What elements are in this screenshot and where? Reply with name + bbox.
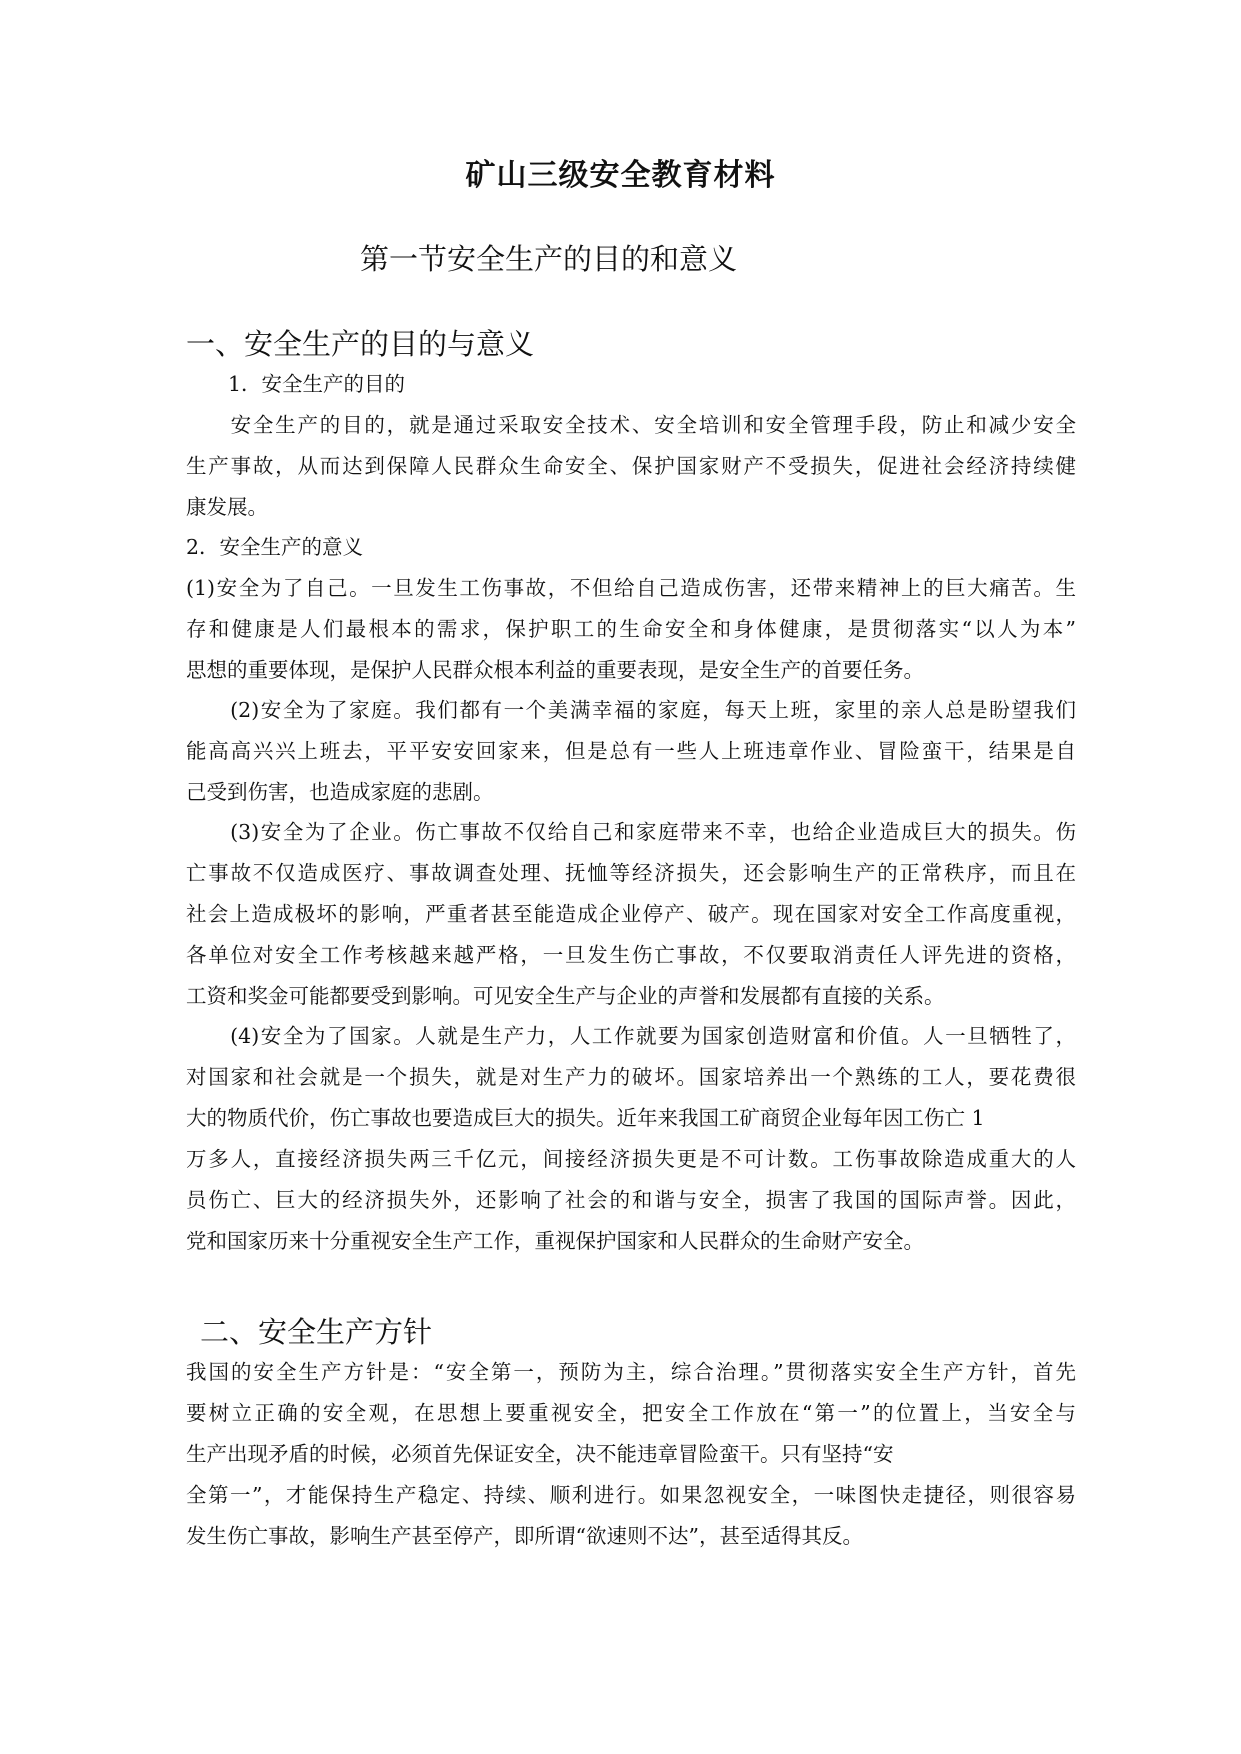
paragraph-line: 各单位对安全工作考核越来越严格，一旦发生伤亡事故，不仅要取消责任人评先进的资格， xyxy=(186,943,1076,967)
paragraph-line: 思想的重要体现，是保护人民群众根本利益的重要表现，是安全生产的首要任务。 xyxy=(186,658,924,682)
paragraph-line: 党和国家历来十分重视安全生产工作，重视保护国家和人民群众的生命财产安全。 xyxy=(186,1229,924,1253)
paragraph-3 xyxy=(186,812,1076,1017)
paragraph-line: 工资和奖金可能都要受到影响。可见安全生产与企业的声誉和发展都有直接的关系。 xyxy=(186,984,945,1008)
paragraph-line: 己受到伤害，也造成家庭的悲剧。 xyxy=(186,780,494,804)
policy-paragraph xyxy=(186,1352,1076,1557)
paragraph-line: 我国的安全生产方针是：“安全第一，预防为主，综合治理。”贯彻落实安全生产方针，首先 xyxy=(186,1360,1076,1384)
paragraph-line: 生产出现矛盾的时候，必须首先保证安全，决不能违章冒险蛮干。只有坚持“安 xyxy=(186,1442,894,1466)
paragraph-line: 发生伤亡事故，影响生产甚至停产，即所谓“欲速则不达”，甚至适得其反。 xyxy=(186,1524,863,1548)
paragraph-line: 亡事故不仅造成医疗、事故调查处理、抚恤等经济损失，还会影响生产的正常秩序，而且在 xyxy=(186,861,1076,885)
paragraph-line: (1)安全为了自己。一旦发生工伤事故，不但给自己造成伤害，还带来精神上的巨大痛苦。生 xyxy=(186,576,1076,600)
paragraph-4 xyxy=(186,1016,1076,1262)
item2-label-block xyxy=(186,527,1076,568)
paragraph-line: 要树立正确的安全观，在思想上要重视安全，把安全工作放在“第一”的位置上，当安全与 xyxy=(186,1401,1076,1425)
part1-heading: 一、安全生产的目的与意义 xyxy=(186,327,535,361)
paragraph-line: 生产事故，从而达到保障人民群众生命安全、保护国家财产不受损失，促进社会经济持续健 xyxy=(186,454,1076,478)
paragraph-line: 大的物质代价，伤亡事故也要造成巨大的损失。近年来我国工矿商贸企业每年因工伤亡 1 xyxy=(186,1106,985,1130)
paragraph-line: 康发展。 xyxy=(186,495,268,519)
item1-paragraph xyxy=(186,405,1076,528)
document-title: 矿山三级安全教育材料 xyxy=(465,158,776,193)
paragraph-line: (2)安全为了家庭。我们都有一个美满幸福的家庭，每天上班，家里的亲人总是盼望我们 xyxy=(186,698,1076,722)
paragraph-line: 存和健康是人们最根本的需求，保护职工的生命安全和身体健康，是贯彻落实“以人为本” xyxy=(186,617,1076,641)
item2-label: 2．安全生产的意义 xyxy=(186,535,364,559)
paragraph-1 xyxy=(186,568,1076,691)
paragraph-line: (3)安全为了企业。伤亡事故不仅给自己和家庭带来不幸，也给企业造成巨大的损失。伤 xyxy=(186,820,1076,844)
item1-label-block xyxy=(186,364,1076,405)
paragraph-2 xyxy=(186,690,1076,813)
paragraph-line: 能高高兴兴上班去，平平安安回家来，但是总有一些人上班违章作业、冒险蛮干，结果是自 xyxy=(186,739,1076,763)
paragraph-line: 员伤亡、巨大的经济损失外，还影响了社会的和谐与安全，损害了我国的国际声誉。因此， xyxy=(186,1188,1076,1212)
section-heading: 第一节安全生产的目的和意义 xyxy=(360,242,738,276)
item1-label: 1．安全生产的目的 xyxy=(228,372,406,396)
paragraph-line: 对国家和社会就是一个损失，就是对生产力的破坏。国家培养出一个熟练的工人，要花费很 xyxy=(186,1065,1076,1089)
paragraph-line: 社会上造成极坏的影响，严重者甚至能造成企业停产、破产。现在国家对安全工作高度重视， xyxy=(186,902,1076,926)
paragraph-line: (4)安全为了国家。人就是生产力，人工作就要为国家创造财富和价值。人一旦牺牲了， xyxy=(186,1024,1076,1048)
part2-heading: 二、安全生产方针 xyxy=(200,1315,433,1349)
paragraph-line: 万多人，直接经济损失两三千亿元，间接经济损失更是不可计数。工伤事故除造成重大的人 xyxy=(186,1147,1076,1171)
paragraph-line: 安全生产的目的，就是通过采取安全技术、安全培训和安全管理手段，防止和减少安全 xyxy=(186,413,1076,437)
paragraph-line: 全第一”，才能保持生产稳定、持续、顺利进行。如果忽视安全，一味图快走捷径，则很容易 xyxy=(186,1483,1076,1507)
